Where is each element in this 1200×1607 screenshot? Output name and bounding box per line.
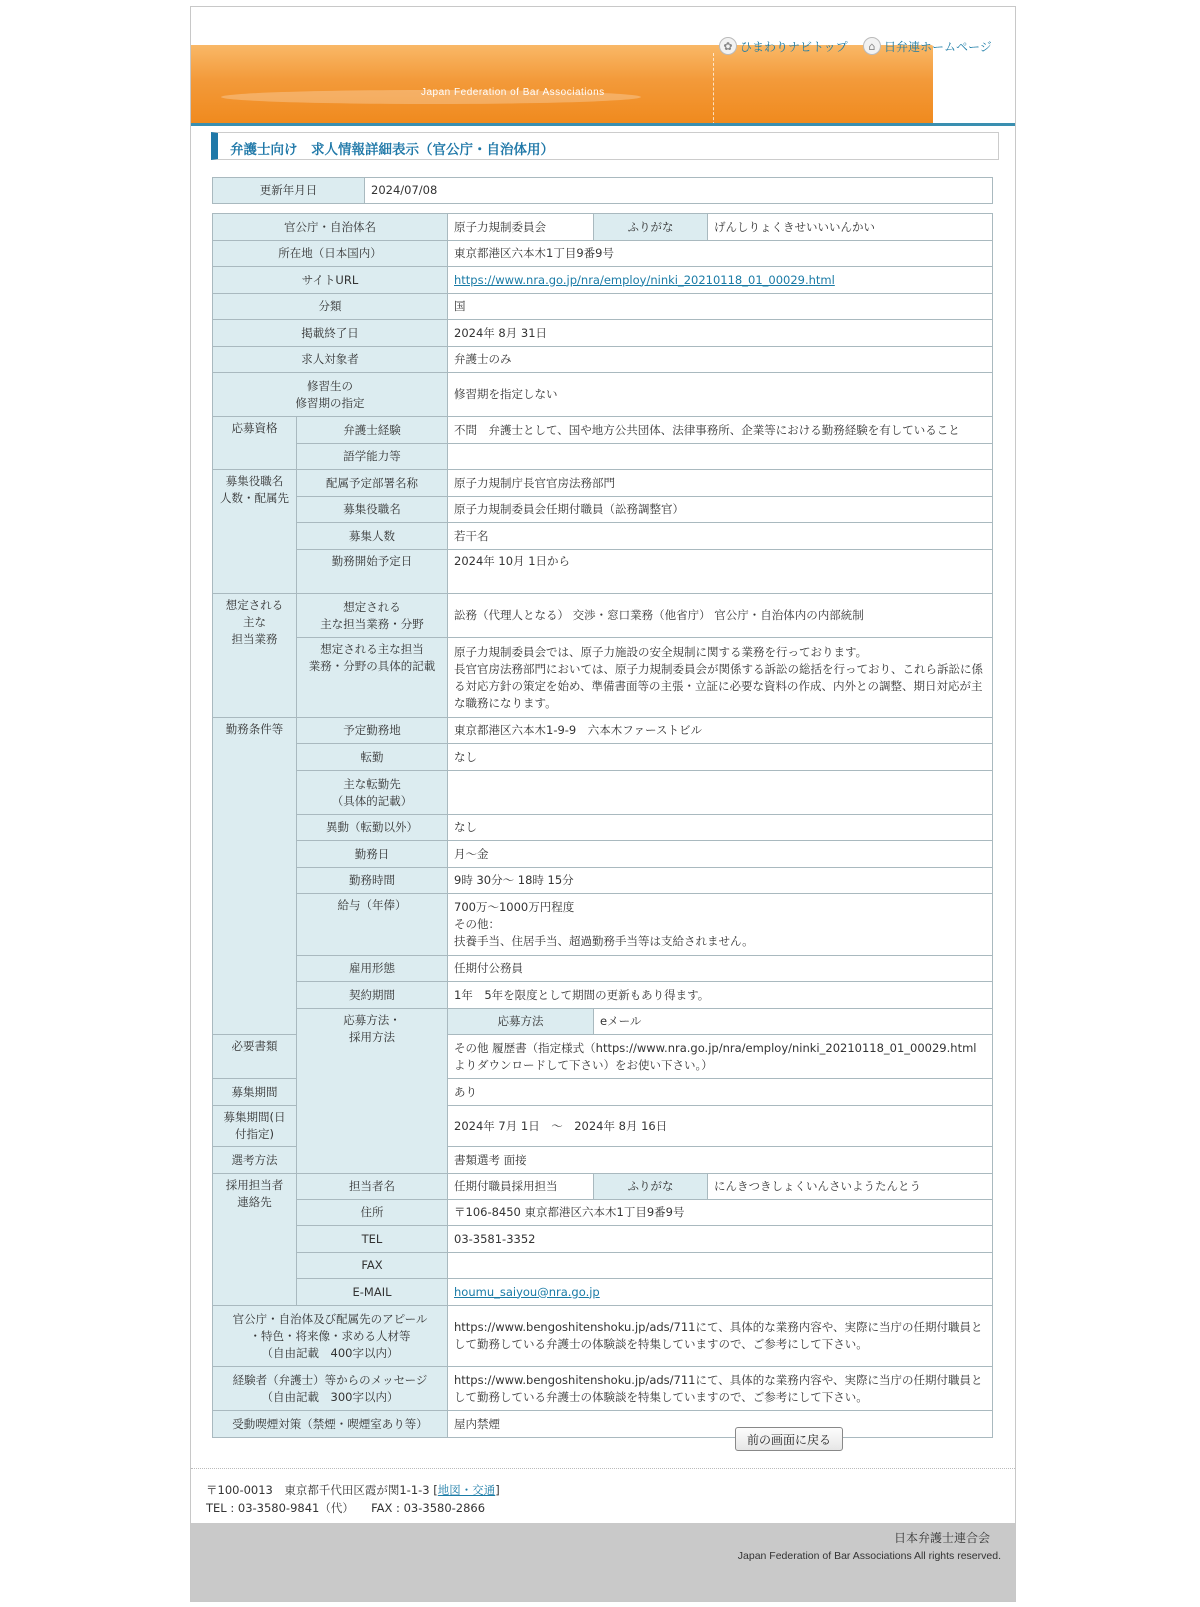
- salary-label: 給与（年俸）: [297, 894, 448, 956]
- banner-divider: [713, 53, 714, 125]
- trainee-value: 修習期を指定しない: [448, 373, 993, 417]
- employment-type-value: 任期付公務員: [448, 956, 993, 982]
- page-title-box: [211, 132, 999, 160]
- contact-group-line2: 連絡先: [237, 1195, 272, 1209]
- map-access-link[interactable]: 地図・交通: [437, 1483, 496, 1497]
- page-title: 弁護士向け 求人情報詳細表示（官公庁・自治体用）: [230, 142, 554, 158]
- headcount-value: 若干名: [448, 523, 993, 550]
- apply-method-value: eメール: [594, 1009, 993, 1035]
- selection-value: 書類選考 面接: [448, 1147, 993, 1174]
- role-value: 原子力規制委員会任期付職員（訟務調整官）: [448, 497, 993, 523]
- smoking-value: 屋内禁煙: [448, 1411, 993, 1438]
- start-label: 勤務開始予定日: [297, 550, 448, 594]
- contract-period-label: 契約期間: [297, 982, 448, 1009]
- appeal-label-line1: 官公庁・自治体及び配属先のアピール: [232, 1311, 428, 1326]
- experience-value: 不問 弁護士として、国や地方公共団体、法律事務所、企業等における勤務経験を有していること: [448, 417, 993, 444]
- transfer-destination-label-line1: 主な転勤先: [343, 776, 401, 791]
- salary-value: [448, 894, 993, 956]
- headcount-label: 募集人数: [297, 523, 448, 550]
- agency-value: 原子力規制委員会: [448, 214, 594, 241]
- header-rule: [191, 123, 1015, 126]
- transfer-value: なし: [448, 744, 993, 771]
- transfer-destination-value: [448, 771, 993, 815]
- contact-group-line1: 採用担当者: [225, 1178, 284, 1192]
- appeal-label-line3: （自由記載 400字以内）: [261, 1345, 399, 1360]
- footer-divider: [191, 1468, 1015, 1469]
- recruit-dates-value: 2024年 7月 1日 ～ 2024年 8月 16日: [448, 1106, 993, 1147]
- site-url-cell: [448, 267, 993, 294]
- recruit-dates-label: 募集期間(日付指定): [213, 1106, 297, 1147]
- duties-group-line1: 想定される: [225, 598, 284, 612]
- message-value: https://www.bengoshitenshoku.jp/ads/711にて、具体的な業務内容や、実際に当庁の任期付職員として勤務している弁護士の体験談を特集していますので、ご参考にして下さい。: [448, 1367, 993, 1411]
- position-group-line1: 募集役職名: [225, 474, 284, 488]
- recruit-period-label: 募集期間: [213, 1079, 297, 1106]
- footer-tel-fax: TEL : 03-3580-9841（代） FAX : 03-3580-2866: [206, 1501, 486, 1515]
- footer-org-name: 日本弁護士連合会: [893, 1531, 990, 1545]
- hours-label: 勤務時間: [297, 868, 448, 894]
- duties-detail-value: [448, 638, 993, 718]
- page-container: [190, 6, 1016, 1602]
- contact-email-cell: [448, 1279, 993, 1306]
- contact-address-value: 〒106-8450 東京都港区六本木1丁目9番9号: [448, 1200, 993, 1226]
- category-value: 国: [448, 294, 993, 320]
- update-label: 更新年月日: [213, 178, 365, 204]
- duties-field-label-line1: 想定される: [343, 599, 401, 614]
- workplace-value: 東京都港区六本木1-9-9 六本木ファーストビル: [448, 718, 993, 744]
- update-value: 2024/07/08: [365, 178, 993, 204]
- duties-field-value: 訟務（代理人となる） 交渉・窓口業務（他省庁） 官公庁・自治体内の内部統制: [448, 594, 993, 638]
- documents-label: 必要書類: [213, 1035, 297, 1079]
- target-value: 弁護士のみ: [448, 347, 993, 373]
- conditions-group: 勤務条件等: [213, 718, 297, 1035]
- footer-address: 〒100-0013 東京都千代田区霞が関1-1-3 [地図・交通] TEL : 03-3580-9841（代） FAX : 03-3580-2866: [206, 1483, 500, 1515]
- apply-group: [297, 1009, 448, 1174]
- contact-tel-value: 03-3581-3352: [448, 1226, 993, 1253]
- footer-address-text: 〒100-0013 東京都千代田区霞が関1-1-3: [206, 1483, 430, 1497]
- contact-group: [213, 1174, 297, 1306]
- job-detail-table: [212, 213, 993, 1438]
- contact-address-label: 住所: [297, 1200, 448, 1226]
- salary-line1: 700万～1000万円程度: [454, 900, 575, 914]
- contact-tel-label: TEL: [297, 1226, 448, 1253]
- language-label: 語学能力等: [297, 444, 448, 470]
- documents-line1: その他 履歴書（指定様式（https://www.nra.go.jp/nra/employ/ninki_20210118_01_00029.html: [454, 1040, 977, 1055]
- reassignment-label: 異動（転勤以外）: [297, 815, 448, 841]
- category-label: 分類: [213, 294, 448, 320]
- contract-period-value: 1年 5年を限度として期間の更新もあり得ます。: [448, 982, 993, 1009]
- sunflower-icon: ✿: [719, 37, 737, 55]
- documents-line2: よりダウンロードして下さい）をお使い下さい。）: [454, 1057, 713, 1072]
- dept-label: 配属予定部署名称: [297, 470, 448, 497]
- target-label: 求人対象者: [213, 347, 448, 373]
- location-label: 所在地（日本国内）: [213, 241, 448, 267]
- contact-name-value: 任期付職員採用担当: [448, 1174, 594, 1200]
- employment-type-label: 雇用形態: [297, 956, 448, 982]
- contact-email-link[interactable]: houmu_saiyou@nra.go.jp: [454, 1284, 600, 1299]
- posting-end-label: 掲載終了日: [213, 320, 448, 347]
- contact-fax-value: [448, 1253, 993, 1279]
- duties-detail-label: [297, 638, 448, 718]
- appeal-label-line2: ・特色・将来像・求める人材等: [249, 1328, 411, 1343]
- qualification-group: 応募資格: [213, 417, 297, 470]
- nichibenren-home-label: 日弁連ホームページ: [884, 39, 992, 54]
- trainee-label-line2: 修習期の指定: [295, 395, 365, 410]
- duties-detail-line1: 原子力規制委員会では、原子力施設の安全規制に関する業務を行っております。: [454, 644, 868, 659]
- selection-label: 選考方法: [213, 1147, 297, 1174]
- duties-field-label-line2: 主な担当業務・分野: [320, 616, 424, 631]
- update-table: [212, 177, 993, 204]
- contact-email-label: E-MAIL: [297, 1279, 448, 1306]
- home-icon: ⌂: [863, 37, 881, 55]
- footer-bar: [191, 1523, 1015, 1601]
- dept-value: 原子力規制庁長官官房法務部門: [448, 470, 993, 497]
- himawari-navi-top-link[interactable]: [719, 37, 848, 55]
- site-url-label: サイトURL: [213, 267, 448, 294]
- header-banner: [191, 45, 933, 123]
- contact-furigana-label: ふりがな: [594, 1174, 708, 1200]
- workplace-label: 予定勤務地: [297, 718, 448, 744]
- reassignment-value: なし: [448, 815, 993, 841]
- duties-detail-label-line1: 想定される主な担当: [320, 642, 424, 656]
- salary-line2: その他：: [454, 917, 500, 931]
- experience-label: 弁護士経験: [297, 417, 448, 444]
- himawari-navi-top-label: ひまわりナビトップ: [740, 39, 848, 54]
- transfer-destination-label: [297, 771, 448, 815]
- transfer-destination-label-line2: （具体的記載）: [331, 793, 413, 808]
- agency-furigana-value: げんしりょくきせいいいんかい: [708, 214, 993, 241]
- recruit-period-value: あり: [448, 1079, 993, 1106]
- apply-method-label: 応募方法: [448, 1009, 594, 1035]
- site-header: [191, 37, 1015, 119]
- nichibenren-home-link[interactable]: [863, 37, 992, 55]
- position-group: [213, 470, 297, 594]
- trainee-label: [213, 373, 448, 417]
- message-label-line2: （自由記載 300字以内）: [261, 1389, 399, 1404]
- contact-name-label: 担当者名: [297, 1174, 448, 1200]
- duties-group: [213, 594, 297, 718]
- message-label: [213, 1367, 448, 1411]
- start-value: 2024年 10月 1日から: [448, 550, 993, 594]
- contact-fax-label: FAX: [297, 1253, 448, 1279]
- location-value: 東京都港区六本木1丁目9番9号: [448, 241, 993, 267]
- apply-group-line1: 応募方法・: [343, 1013, 401, 1027]
- appeal-label: [213, 1306, 448, 1367]
- language-value: [448, 444, 993, 470]
- header-org-english: Japan Federation of Bar Associations: [421, 87, 605, 98]
- duties-group-line3: 担当業務: [231, 632, 278, 646]
- role-label: 募集役職名: [297, 497, 448, 523]
- hours-value: 9時 30分～ 18時 15分: [448, 868, 993, 894]
- footer-copyright: Japan Federation of Bar Associations All rights reserved.: [737, 1550, 1001, 1562]
- duties-group-line2: 主な: [243, 615, 266, 629]
- duties-detail-label-line2: 業務・分野の具体的記載: [308, 659, 436, 673]
- duties-field-label: [297, 594, 448, 638]
- workdays-label: 勤務日: [297, 841, 448, 868]
- appeal-value: https://www.bengoshitenshoku.jp/ads/711にて、具体的な業務内容や、実際に当庁の任期付職員として勤務している弁護士の体験談を特集していますので、ご参考にして下さい。: [448, 1306, 993, 1367]
- agency-furigana-label: ふりがな: [594, 214, 708, 241]
- trainee-label-line1: 修習生の: [307, 378, 353, 393]
- contact-furigana-value: にんきつきしょくいんさいようたんとう: [708, 1174, 993, 1200]
- transfer-label: 転勤: [297, 744, 448, 771]
- posting-end-value: 2024年 8月 31日: [448, 320, 993, 347]
- site-url-link[interactable]: https://www.nra.go.jp/nra/employ/ninki_20210118_01_00029.html: [454, 272, 835, 287]
- duties-detail-line2: 長官官房法務部門においては、原子力規制委員会が関係する訴訟の総括を行っており、これら訴訟に係る対応方針の策定を始め、準備書面等の主張・立証に必要な資料の作成、内外との調整、期日対応が主な職務になります。: [454, 661, 983, 710]
- back-button[interactable]: 前の画面に戻る: [735, 1427, 843, 1451]
- position-group-line2: 人数・配属先: [220, 491, 289, 505]
- message-label-line1: 経験者（弁護士）等からのメッセージ: [232, 1372, 428, 1387]
- documents-value: [448, 1035, 993, 1079]
- smoking-label: 受動喫煙対策（禁煙・喫煙室あり等）: [213, 1411, 448, 1438]
- apply-group-line2: 採用方法: [349, 1030, 395, 1044]
- salary-line3: 扶養手当、住居手当、超過勤務手当等は支給されません。: [454, 934, 754, 948]
- agency-label: 官公庁・自治体名: [213, 214, 448, 241]
- workdays-value: 月～金: [448, 841, 993, 868]
